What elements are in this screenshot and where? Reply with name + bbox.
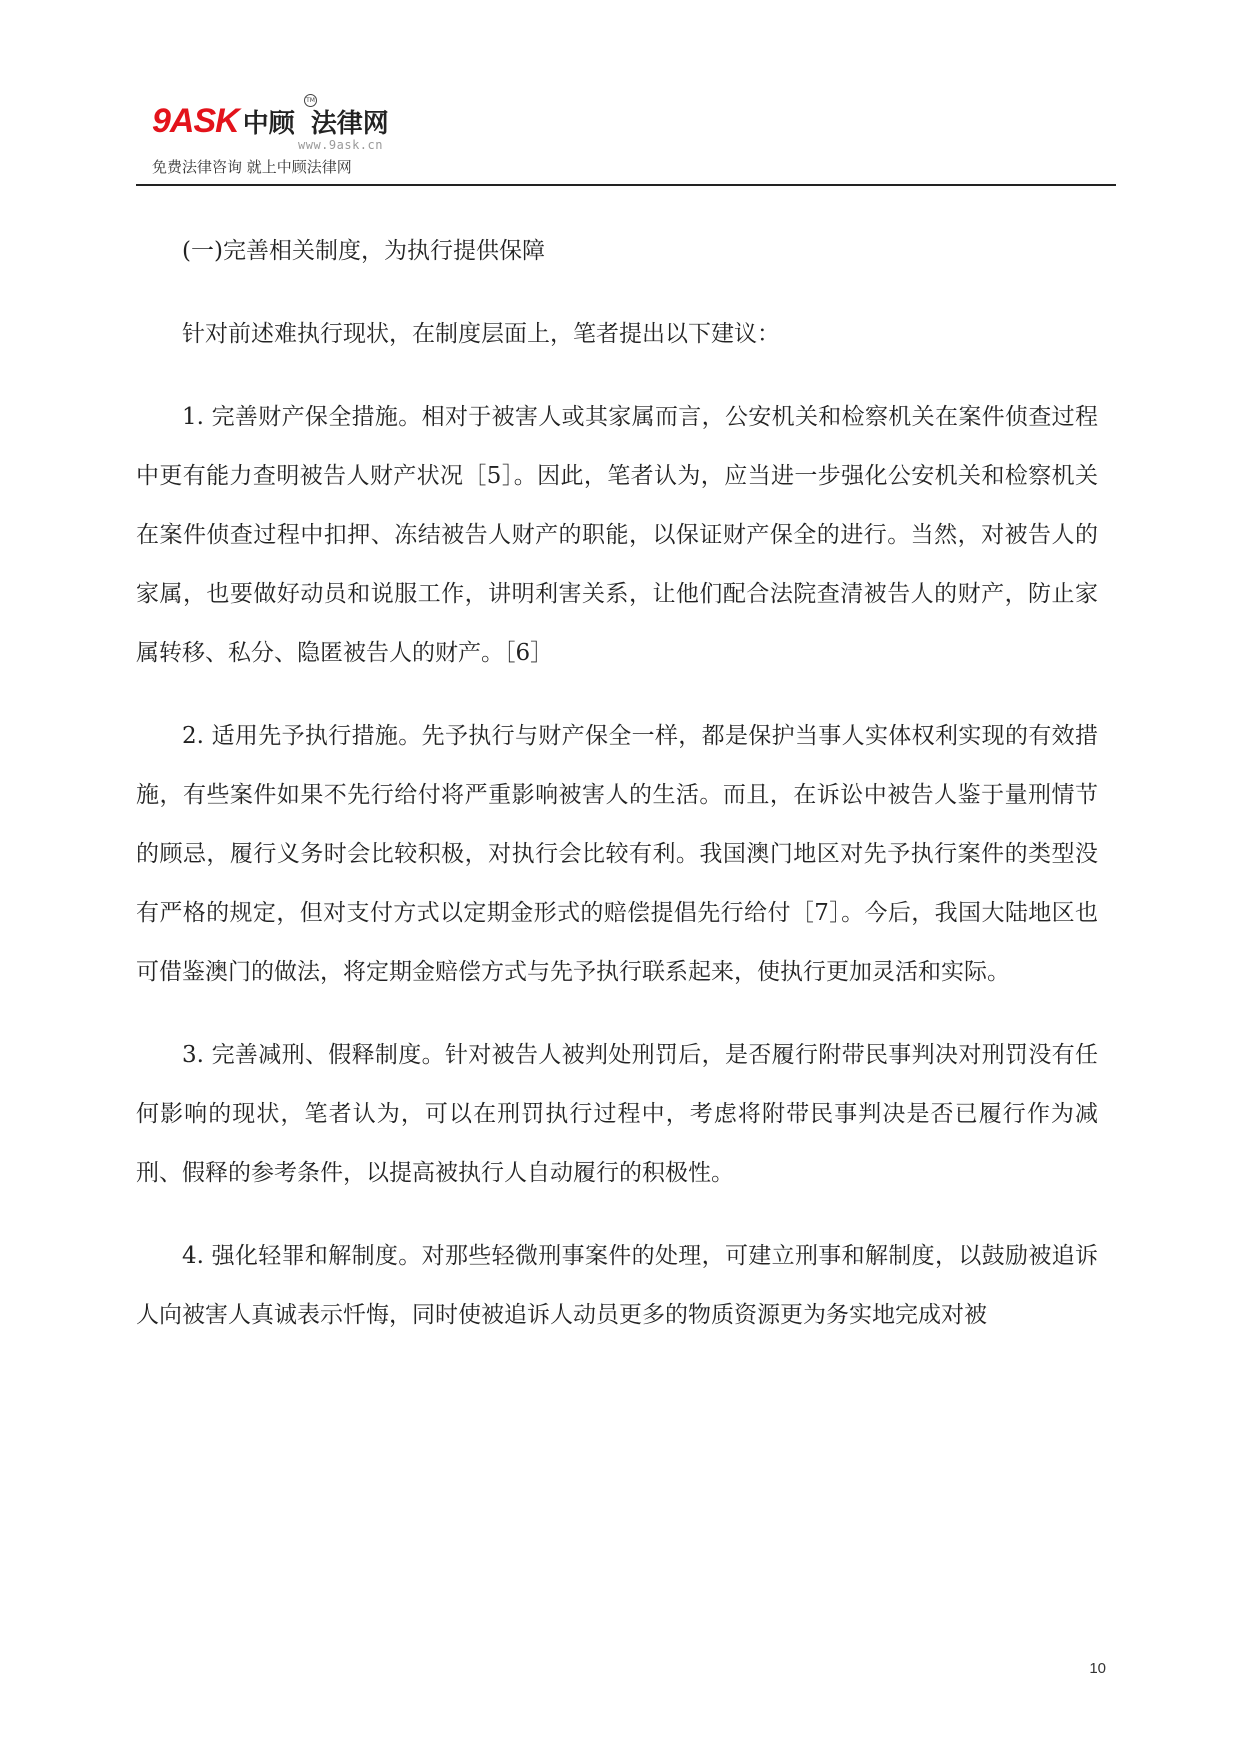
paragraph-item-4: 4. 强化轻罪和解制度。对那些轻微刑事案件的处理，可建立刑事和解制度，以鼓励被追诉人向被害人真诚表示忏悔，同时使被追诉人动员更多的物质资源更为务实地完成对被 xyxy=(136,1243,1098,1328)
page-number: 10 xyxy=(1089,1660,1106,1677)
header-divider xyxy=(136,184,1116,186)
logo-wordmark xyxy=(152,102,389,141)
logo-falvwang-text: 法律网 xyxy=(310,109,389,139)
logo-url: www.9ask.cn xyxy=(298,138,383,152)
logo-zhonggu-text: 中顾 xyxy=(242,109,295,139)
section-heading: (一)完善相关制度，为执行提供保障 xyxy=(182,238,545,264)
intro-paragraph: 针对前述难执行现状，在制度层面上，笔者提出以下建议： xyxy=(182,321,780,347)
paragraph-item-2: 2. 适用先予执行措施。先予执行与财产保全一样，都是保护当事人实体权利实现的有效措施，有些案件如果不先行给付将严重影响被害人的生活。而且，在诉讼中被告人鉴于量刑情节的顾忌，履行义务时会比较积极，对执行会比较有利。我国澳门地区对先予执行案件的类型没有严格的规定，但对支付方式以定期金形式的赔偿提倡先行给付［7］。今后，我国大陆地区也可借鉴澳门的做法，将定期金赔偿方式与先予执行联系起来，使执行更加灵活和实际。 xyxy=(136,723,1098,985)
paragraph-item-3: 3. 完善减刑、假释制度。针对被告人被判处刑罚后，是否履行附带民事判决对刑罚没有任何影响的现状，笔者认为，可以在刑罚执行过程中，考虑将附带民事判决是否已履行作为减刑、假释的参考条件，以提高被执行人自动履行的积极性。 xyxy=(136,1042,1098,1186)
logo-tagline: 免费法律咨询 就上中顾法律网 xyxy=(152,158,352,176)
paragraph-item-1: 1. 完善财产保全措施。相对于被害人或其家属而言，公安机关和检察机关在案件侦查过程中更有能力查明被告人财产状况［5］。因此，笔者认为，应当进一步强化公安机关和检察机关在案件侦查过程中扣押、冻结被告人财产的职能，以保证财产保全的进行。当然，对被告人的家属，也要做好动员和说服工作，讲明利害关系，让他们配合法院查清被告人的财产，防止家属转移、私分、隐匿被告人的财产。［6］ xyxy=(136,404,1098,666)
document-body xyxy=(136,222,1098,1345)
trademark-icon: TM xyxy=(304,94,317,107)
page-header xyxy=(136,88,1116,188)
site-logo xyxy=(152,88,412,178)
logo-9ask-text: 9ASK xyxy=(152,102,239,140)
